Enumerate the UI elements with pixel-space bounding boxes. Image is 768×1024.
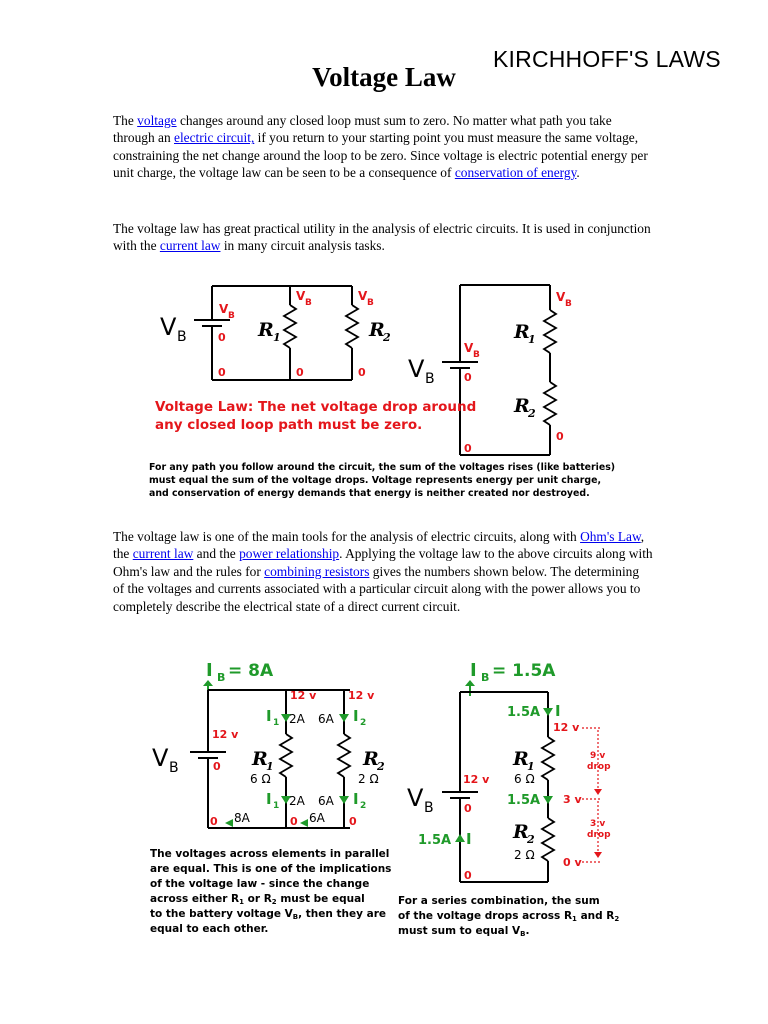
svg-text:3 v: 3 v [590,819,606,829]
svg-text:I: I [353,790,359,808]
ohms-law-link[interactable]: Ohm's Law [580,529,641,544]
svg-text:B: B [305,298,312,308]
page-title: Voltage Law [312,62,456,92]
figure3-note-line1: For a series combination, the sum [398,895,600,907]
figure2-note-line1: The voltages across elements in parallel [150,848,390,860]
svg-text:12 v: 12 v [348,689,375,702]
svg-text:drop: drop [587,830,611,840]
paragraph-analysis-tools: The voltage law is one of the main tools for the analysis of electric circuits, along with Ohm's Law, the current law and the power relationship. Applying the voltage law to the above circuits along with Ohm's law and the rules for combining resistors gives the numbers shown below. The determining of the voltages and currents associated with a particular circuit along with the power allows you to completely describe the electrical state of a direct current circuit. [113,529,653,614]
svg-text:0: 0 [213,760,221,773]
svg-text:6A: 6A [318,794,334,808]
svg-text:0: 0 [464,371,472,384]
svg-text:12 v: 12 v [290,689,317,702]
svg-text:0: 0 [218,366,226,379]
svg-text:I: I [353,707,359,725]
figure3-note-line3: must sum to equal VB. [398,925,530,938]
svg-text:1.5A: 1.5A [418,833,452,848]
svg-text:0: 0 [210,815,218,828]
svg-text:1.5A: 1.5A [507,705,541,720]
svg-text:12 v: 12 v [463,773,490,786]
svg-text:1: 1 [273,718,280,728]
svg-text:0: 0 [290,815,298,828]
voltage-law-statement-line2: any closed loop path must be zero. [155,417,423,433]
svg-text:B: B [367,298,374,308]
svg-text:1: 1 [273,801,280,811]
svg-text:2A: 2A [289,794,305,808]
svg-text:V: V [358,289,368,303]
svg-text:12 v: 12 v [553,721,580,734]
svg-text:V: V [408,355,425,383]
svg-text:I: I [555,702,561,720]
power-relationship-link[interactable]: power relationship [239,546,340,562]
svg-text:2: 2 [528,407,536,420]
svg-text:V: V [556,290,566,304]
svg-text:B: B [425,371,435,387]
svg-text:0: 0 [556,430,564,443]
svg-text:I: I [206,660,213,681]
svg-text:0: 0 [464,869,472,882]
series-values-diagram [407,660,611,882]
svg-text:V: V [219,302,229,316]
svg-text:I: I [266,707,272,725]
svg-text:0: 0 [349,815,357,828]
svg-text:1: 1 [527,760,535,773]
svg-text:2A: 2A [289,712,305,726]
svg-text:2: 2 [527,833,535,846]
svg-text:I: I [266,790,272,808]
figure1-note-line2: must equal the sum of the voltage drops. Voltage represents energy per unit charge, [149,475,602,486]
svg-text:1: 1 [266,760,274,773]
svg-text:= 1.5A: = 1.5A [492,661,556,681]
svg-text:R: R [252,748,268,770]
figure1-note-line3: and conservation of energy demands that energy is neither created nor destroyed. [149,488,590,499]
svg-text:I: I [470,660,477,681]
svg-text:2 Ω: 2 Ω [514,848,535,862]
svg-text:2: 2 [360,718,367,728]
parallel-values-diagram [152,660,385,828]
battery-label: V [160,313,177,341]
figure2-note-line5: to the battery voltage VB, then they are [150,908,387,921]
conservation-of-energy-link[interactable]: conservation of energy [454,165,577,181]
svg-text:1: 1 [273,331,281,344]
svg-text:8A: 8A [234,811,250,825]
svg-text:0: 0 [358,366,366,379]
svg-text:R: R [513,748,529,770]
svg-text:B: B [177,329,187,345]
svg-text:2: 2 [360,801,367,811]
svg-text:6 Ω: 6 Ω [514,772,535,786]
svg-text:B: B [481,671,490,684]
figure2-note-line6: equal to each other. [150,923,269,935]
svg-text:0: 0 [464,442,472,455]
svg-text:6 Ω: 6 Ω [250,772,271,786]
figure2-note-line3: of the voltage law - since the change [150,878,370,890]
figure2-note-line4: across either R1 or R2 must be equal [150,893,365,906]
figure3-note-line2: of the voltage drops across R1 and R2 [398,910,620,923]
svg-text:R: R [363,748,379,770]
svg-text:drop: drop [587,762,611,772]
resistor-r2-label: R [369,319,385,341]
svg-text:9 v: 9 v [590,751,606,761]
resistor-r1-label: R [258,319,274,341]
current-law-link[interactable]: current law [159,238,221,254]
combining-resistors-link[interactable]: combining resistors [264,563,370,579]
svg-text:B: B [565,299,572,309]
svg-text:2: 2 [377,760,385,773]
svg-text:R: R [513,821,529,843]
svg-text:B: B [228,311,235,321]
current-law-link-2[interactable]: current law [132,546,194,562]
svg-text:V: V [296,289,306,303]
voltage-link[interactable]: voltage [137,113,177,128]
svg-text:0: 0 [296,366,304,379]
svg-text:12 v: 12 v [212,728,239,741]
svg-text:R: R [514,395,530,417]
svg-text:2 Ω: 2 Ω [358,772,379,786]
svg-text:B: B [424,800,434,816]
paragraph-utility: The voltage law has great practical utility in the analysis of electric circuits. It is used in conjunction with the current law in many circuit analysis tasks. [113,221,651,254]
svg-text:0: 0 [218,331,226,344]
svg-text:2: 2 [383,331,391,344]
svg-text:I: I [466,830,472,848]
paragraph-voltage-intro: The voltage changes around any closed loop must sum to zero. No matter what path you take through an electric circuit, if you return to your starting point you must measure the same voltage, constraining the net change around the loop to be zero. Since voltage is electric potential energy per unit charge, the voltage law can be seen to be a consequence of conservation of energy. [113,113,648,181]
svg-text:B: B [217,671,226,684]
svg-text:0: 0 [464,802,472,815]
svg-text:B: B [473,350,480,360]
figure2-note-line2: are equal. This is one of the implications [150,863,392,875]
svg-text:1: 1 [528,333,536,346]
svg-text:6A: 6A [309,811,325,825]
svg-text:0 v: 0 v [563,856,582,869]
svg-text:= 8A: = 8A [228,661,274,681]
section-header: KIRCHHOFF'S LAWS [493,46,721,72]
svg-text:R: R [514,321,530,343]
svg-text:3 v: 3 v [563,793,582,806]
svg-text:V: V [464,341,474,355]
svg-text:V: V [152,744,169,772]
voltage-law-statement-line1: Voltage Law: The net voltage drop around [155,399,477,415]
svg-text:B: B [169,760,179,776]
figure1-note-line1: For any path you follow around the circuit, the sum of the voltages rises (like batteries) [149,462,616,473]
svg-text:6A: 6A [318,712,334,726]
electric-circuit-link[interactable]: electric circuit, [174,130,255,146]
svg-text:V: V [407,784,424,812]
svg-text:1.5A: 1.5A [507,793,541,808]
